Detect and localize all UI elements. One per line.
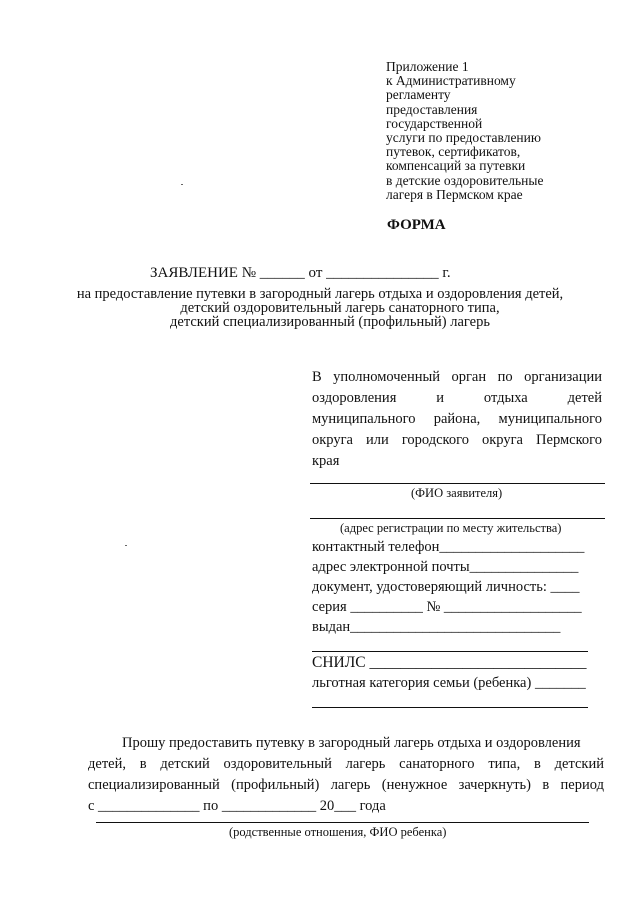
- request-word: лагерь: [345, 756, 386, 772]
- addressee-word: отдыха: [483, 390, 528, 406]
- snils-field[interactable]: СНИЛС ____________________________: [312, 654, 587, 671]
- appendix-line: лагеря в Пермском крае: [386, 186, 523, 202]
- addressee-block: [312, 367, 602, 472]
- child-relation-caption: (родственные отношения, ФИО ребенка): [229, 825, 447, 839]
- addressee-word: округа: [312, 432, 353, 448]
- addressee-word: или: [366, 432, 389, 448]
- title-line-1: на предоставление путевки в загородный лагерь отдыха и оздоровления детей,: [76, 286, 564, 302]
- request-word: типа,: [488, 756, 521, 772]
- appendix-block: [386, 60, 543, 202]
- request-paragraph: [88, 733, 604, 817]
- applicant-name-line[interactable]: [310, 483, 605, 484]
- addressee-word: по: [497, 369, 513, 385]
- addressee-word: городского: [401, 432, 469, 448]
- addressee-word: Пермского: [536, 432, 602, 448]
- child-relation-line[interactable]: [96, 822, 589, 823]
- issued-by-continuation-line[interactable]: [312, 651, 588, 652]
- issued-by-field[interactable]: выдан_____________________________: [312, 619, 561, 635]
- title-line-2: детский оздоровительный лагерь санаторного типа,: [180, 300, 500, 316]
- appendix-line: Приложение 1: [386, 59, 469, 74]
- appendix-line: путевок, сертификатов,: [386, 144, 521, 160]
- appendix-line: к Административному: [386, 73, 516, 89]
- addressee-word: орган: [451, 369, 487, 385]
- appendix-line: компенсаций за путевки: [386, 158, 526, 174]
- addressee-word: муниципального: [498, 411, 602, 427]
- appendix-line: в детские оздоровительные: [386, 172, 544, 188]
- scan-speck: [181, 184, 183, 185]
- addressee-word: оздоровления: [312, 390, 397, 406]
- request-period-line[interactable]: с ______________ по _____________ 20___ года: [88, 798, 386, 814]
- appendix-line: государственной: [386, 115, 483, 131]
- addressee-line-4: [312, 430, 602, 451]
- request-word: лагерь: [330, 777, 371, 793]
- request-word: (профильный): [231, 777, 320, 793]
- addressee-line-1: [312, 367, 602, 388]
- benefit-category-field[interactable]: льготная категория семьи (ребенка) _______: [312, 675, 586, 691]
- request-word: специализированный: [88, 777, 220, 793]
- request-line-3: [88, 775, 604, 796]
- form-label: ФОРМА: [387, 217, 446, 233]
- appendix-line: регламенту: [386, 87, 451, 103]
- request-word: в: [534, 756, 541, 772]
- addressee-word: уполномоченный: [333, 369, 440, 385]
- addressee-line-5: края: [312, 453, 340, 469]
- request-line-2: [88, 754, 604, 775]
- addressee-word: детей: [567, 390, 602, 406]
- request-word: детей,: [88, 756, 126, 772]
- request-word: (ненужное: [381, 777, 448, 793]
- application-title: ЗАЯВЛЕНИЕ № ______ от _______________ г.: [150, 265, 451, 281]
- registration-address-line[interactable]: [310, 518, 605, 519]
- addressee-word: и: [436, 390, 445, 406]
- request-word: санаторного: [399, 756, 475, 772]
- applicant-name-caption: (ФИО заявителя): [411, 486, 503, 500]
- email-field[interactable]: адрес электронной почты_______________: [312, 559, 579, 575]
- phone-field[interactable]: контактный телефон____________________: [312, 539, 585, 555]
- request-word: период: [560, 777, 604, 793]
- appendix-line: услуги по предоставлению: [386, 130, 541, 146]
- request-word: детский: [160, 756, 210, 772]
- request-word: в: [542, 777, 550, 793]
- scan-speck: [125, 545, 127, 546]
- benefit-category-continuation-line[interactable]: [312, 707, 588, 708]
- series-number-field[interactable]: серия __________ № ___________________: [312, 599, 582, 615]
- request-word: детский: [554, 756, 604, 772]
- appendix-line: предоставления: [386, 101, 478, 117]
- request-word: в: [139, 756, 147, 772]
- addressee-word: муниципального: [312, 411, 416, 427]
- request-word: зачеркнуть): [458, 777, 531, 793]
- addressee-word: района,: [433, 411, 481, 427]
- addressee-word: округа: [482, 432, 523, 448]
- addressee-word: В: [312, 369, 322, 385]
- title-line-3: детский специализированный (профильный) лагерь: [170, 314, 490, 330]
- addressee-line-2: [312, 388, 602, 409]
- request-line-1: Прошу предоставить путевку в загородный лагерь отдыха и оздоровления: [122, 735, 581, 751]
- registration-address-caption: (адрес регистрации по месту жительства): [340, 521, 562, 535]
- addressee-line-3: [312, 409, 602, 430]
- request-word: оздоровительный: [223, 756, 332, 772]
- addressee-word: организации: [524, 369, 602, 385]
- id-document-field[interactable]: документ, удостоверяющий личность: ____: [312, 579, 580, 595]
